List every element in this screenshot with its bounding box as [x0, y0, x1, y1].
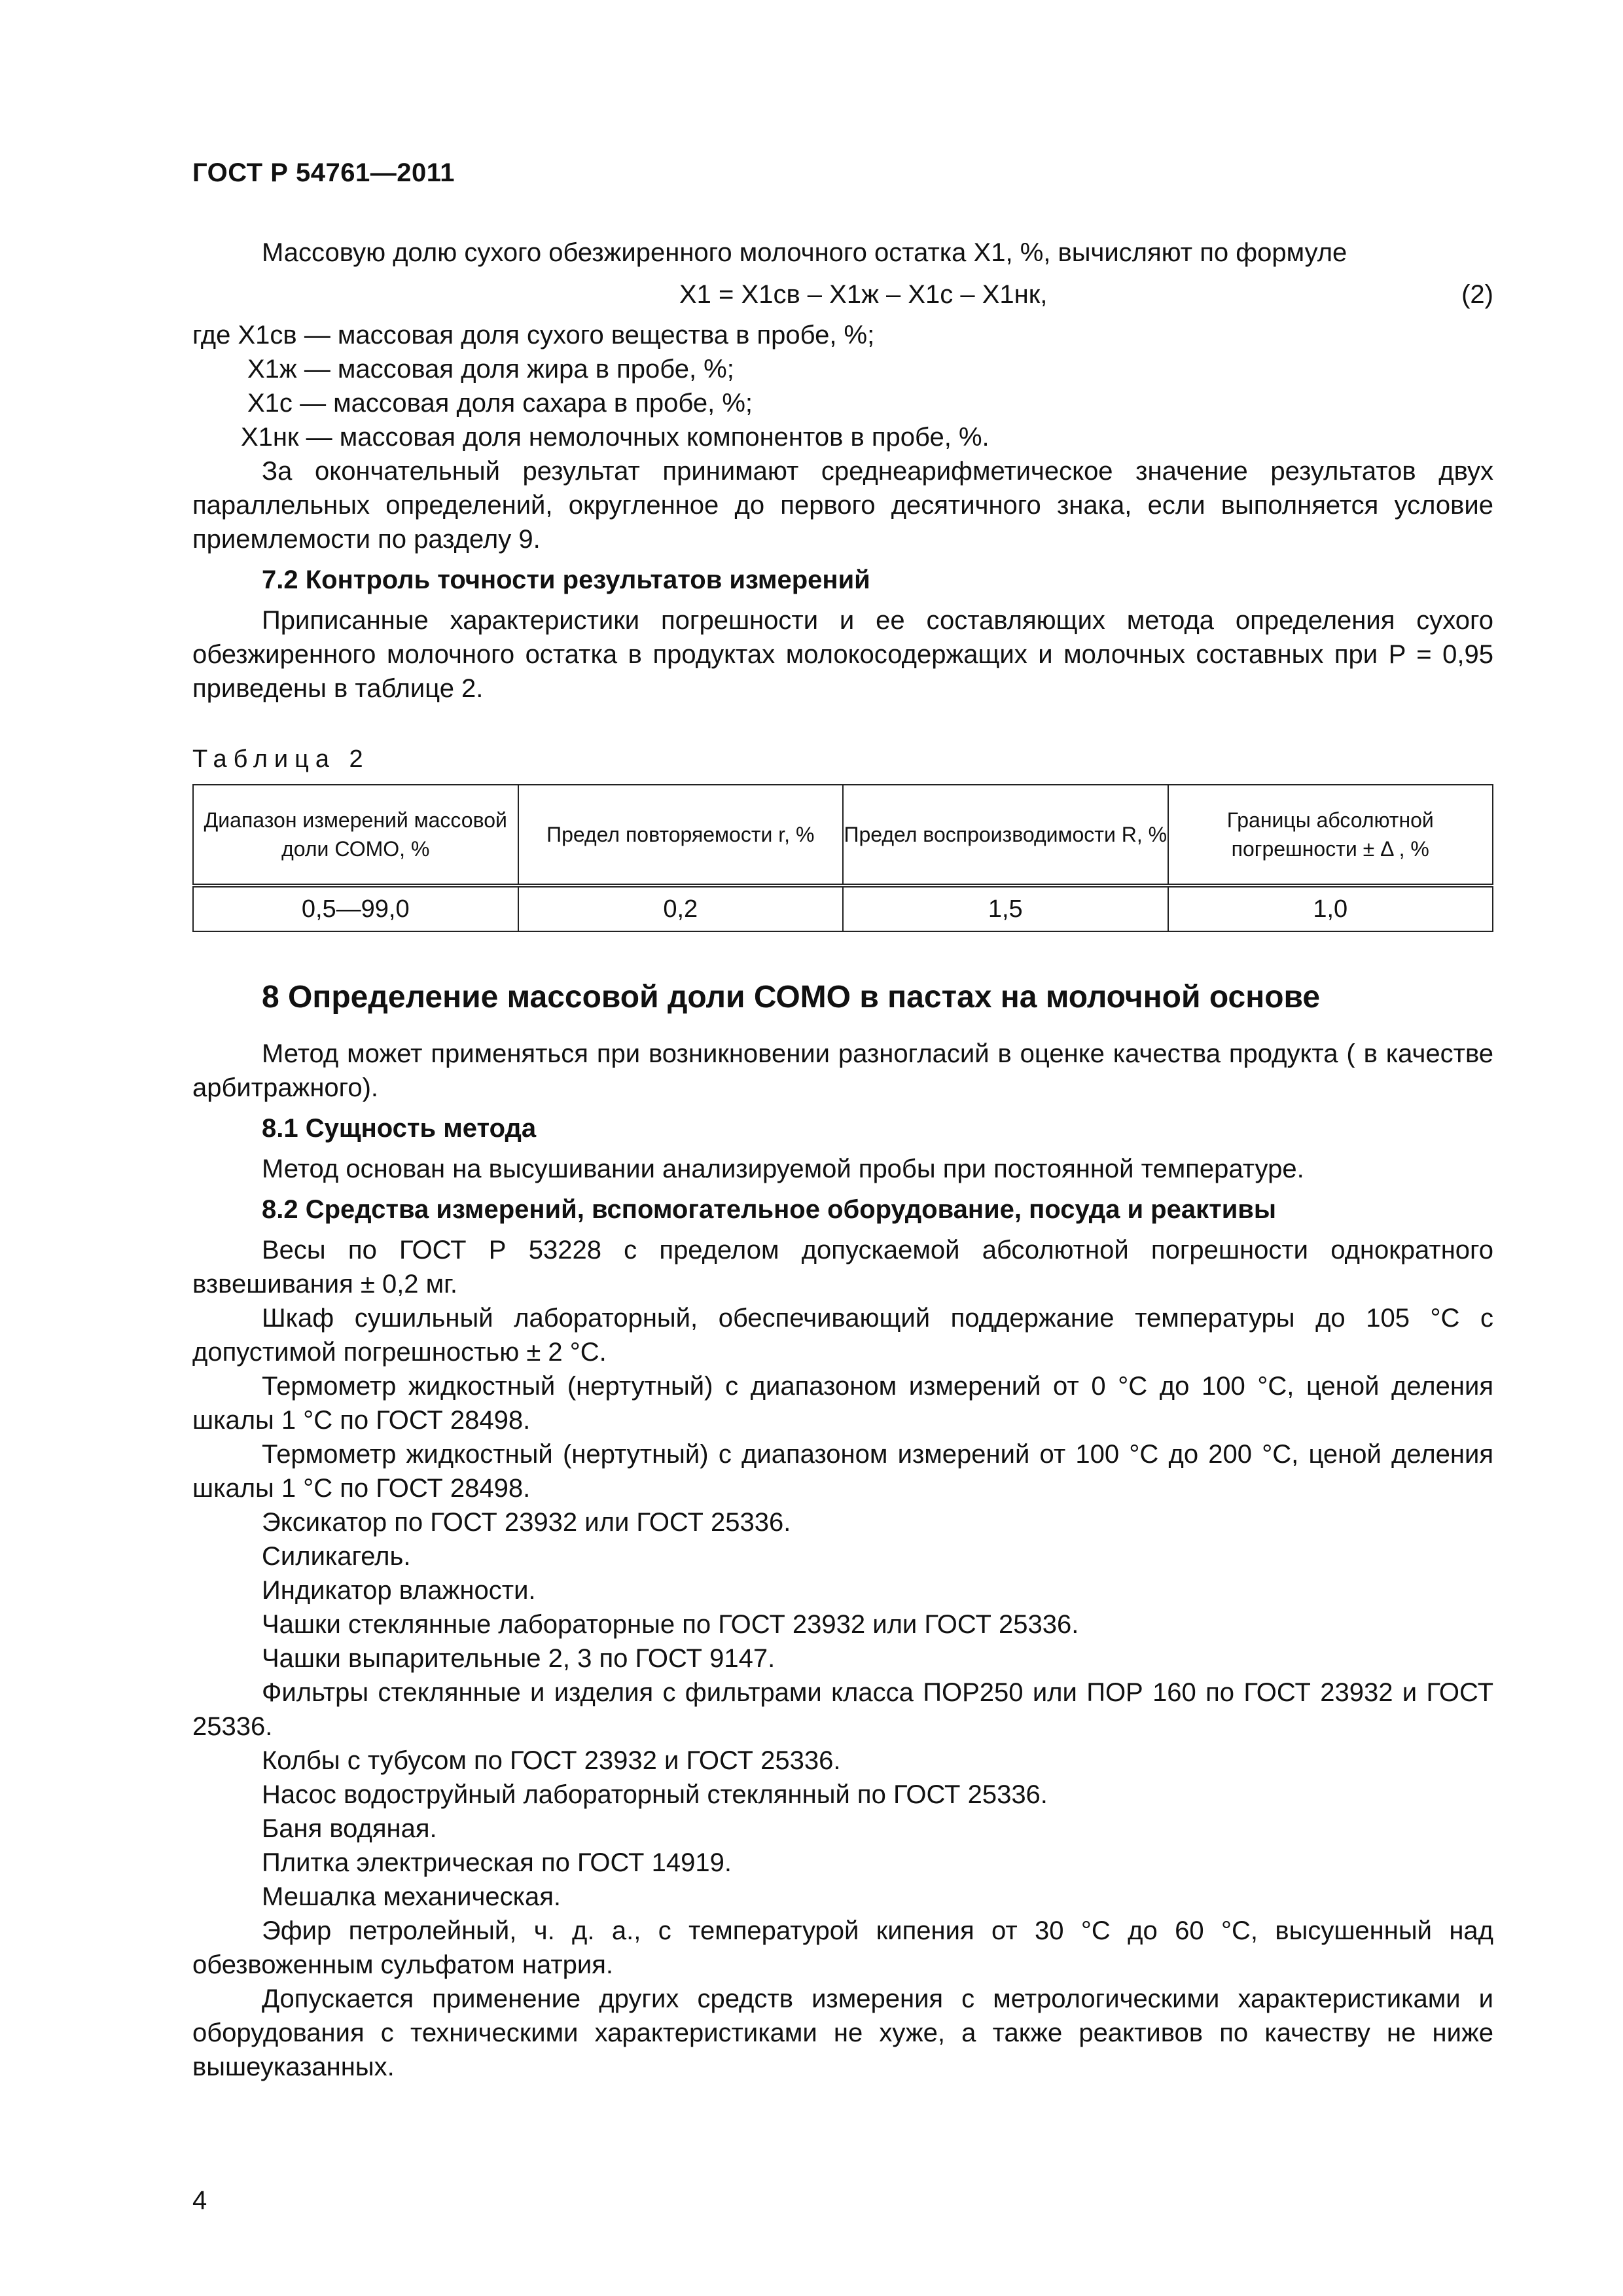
table-cell: 1,5: [843, 886, 1168, 931]
table-header-cell: Предел повторяемости r, %: [518, 785, 844, 886]
table-caption: Таблица 2: [192, 745, 370, 773]
table-2: [192, 784, 1493, 932]
table-header-cell: Диапазон измерений массовой доли СОМО, %: [193, 785, 518, 886]
list-item: Весы по ГОСТ Р 53228 с пределом допускаемой абсолютной погрешности однократного взвешивания ± 0,2 мг.: [192, 1236, 1493, 1299]
list-item: Чашки стеклянные лабораторные по ГОСТ 23932 или ГОСТ 25336.: [262, 1610, 1079, 1639]
section-8-1-text: Метод основан на высушивании анализируемой пробы при постоянной температуре.: [262, 1155, 1304, 1183]
table-cell: 1,0: [1168, 886, 1493, 931]
section-8-1-title: 8.1 Сущность метода: [262, 1114, 537, 1143]
list-item: Баня водяная.: [262, 1814, 437, 1843]
list-item: Эфир петролейный, ч. д. а., с температурой кипения от 30 °С до 60 °С, высушенный над обезвоженным сульфатом натрия.: [192, 1916, 1493, 1979]
table-cell: 0,5—99,0: [193, 886, 518, 931]
formula-legend: [192, 318, 1493, 454]
formula-intro: Массовую долю сухого обезжиренного молочного остатка X1, %, вычисляют по формуле: [262, 238, 1347, 267]
formula-2: [192, 272, 1493, 318]
section-8-title: 8 Определение массовой доли СОМО в пастах на молочной основе: [262, 980, 1321, 1014]
legend-symbol: X1с: [247, 389, 293, 418]
legend-symbol: X1нк: [241, 423, 299, 452]
document-id-header: ГОСТ Р 54761—2011: [192, 158, 455, 187]
legend-symbol: X1ж: [247, 355, 297, 384]
table-header-cell: Предел воспроизводимости R, %: [843, 785, 1168, 886]
legend-row: [192, 352, 1493, 386]
section-7-2-text: Приписанные характеристики погрешности и ее составляющих метода определения сухого обезжиренного молочного остатка в продуктах молокосодержащих и молочных составных при P = 0,95 приведены в таблице 2.: [192, 606, 1493, 703]
list-item: Чашки выпарительные 2, 3 по ГОСТ 9147.: [262, 1644, 776, 1673]
table-row: [193, 886, 1493, 931]
formula-number: (2): [1461, 280, 1493, 309]
list-item: Термометр жидкостный (нертутный) с диапазоном измерений от 100 °С до 200 °С, ценой деления шкалы 1 °С по ГОСТ 28498.: [192, 1440, 1493, 1503]
legend-row: [192, 386, 1493, 420]
list-item: Колбы с тубусом по ГОСТ 23932 и ГОСТ 25336.: [262, 1746, 841, 1775]
page-content: [192, 236, 1493, 2084]
list-item: Эксикатор по ГОСТ 23932 или ГОСТ 25336.: [262, 1508, 791, 1537]
list-item: Индикатор влажности.: [262, 1576, 536, 1605]
legend-desc: — массовая доля сахара в пробе, %;: [300, 389, 753, 418]
table-header-row: [193, 785, 1493, 886]
section-7-2-title: 7.2 Контроль точности результатов измерений: [262, 565, 870, 594]
final-result-paragraph: За окончательный результат принимают среднеарифметическое значение результатов двух параллельных определений, округленное до первого десятичного знака, если выполняется условие приемлемости по разделу 9.: [192, 457, 1493, 554]
list-item: Силикагель.: [262, 1542, 411, 1571]
legend-desc: — массовая доля жира в пробе, %;: [304, 355, 734, 384]
formula-expression: X1 = X1св – X1ж – X1с – X1нк,: [679, 280, 1048, 309]
page-number: 4: [192, 2186, 207, 2215]
legend-desc: — массовая доля немолочных компонентов в пробе, %.: [306, 423, 990, 452]
table-header-cell: Границы абсолютной погрешности ± Δ , %: [1168, 785, 1493, 886]
list-item: Насос водоструйный лабораторный стеклянный по ГОСТ 25336.: [262, 1780, 1048, 1809]
list-item: Плитка электрическая по ГОСТ 14919.: [262, 1848, 732, 1877]
legend-text: где: [192, 321, 238, 350]
list-item: Мешалка механическая.: [262, 1882, 562, 1911]
legend-desc: — массовая доля сухого вещества в пробе, %;: [304, 321, 875, 350]
legend-row: [192, 420, 1493, 454]
legend-row: [192, 318, 1493, 352]
list-item: Шкаф сушильный лабораторный, обеспечивающий поддержание температуры до 105 °С с допустимой погрешностью ± 2 °С.: [192, 1304, 1493, 1367]
list-item: Допускается применение других средств измерения с метрологическими характеристиками и оборудования с техническими характеристиками не хуже, а также реактивов по качеству не ниже вышеуказанных.: [192, 1984, 1493, 2081]
section-8-intro: Метод может применяться при возникновении разногласий в оценке качества продукта ( в качестве арбитражного).: [192, 1039, 1493, 1102]
list-item: Фильтры стеклянные и изделия с фильтрами класса ПОР250 или ПОР 160 по ГОСТ 23932 и ГОСТ 25336.: [192, 1678, 1493, 1741]
list-item: Термометр жидкостный (нертутный) с диапазоном измерений от 0 °С до 100 °С, ценой деления шкалы 1 °С по ГОСТ 28498.: [192, 1372, 1493, 1435]
legend-symbol: X1св: [238, 321, 297, 350]
table-cell: 0,2: [518, 886, 844, 931]
section-8-2-title: 8.2 Средства измерений, вспомогательное оборудование, посуда и реактивы: [262, 1195, 1277, 1224]
